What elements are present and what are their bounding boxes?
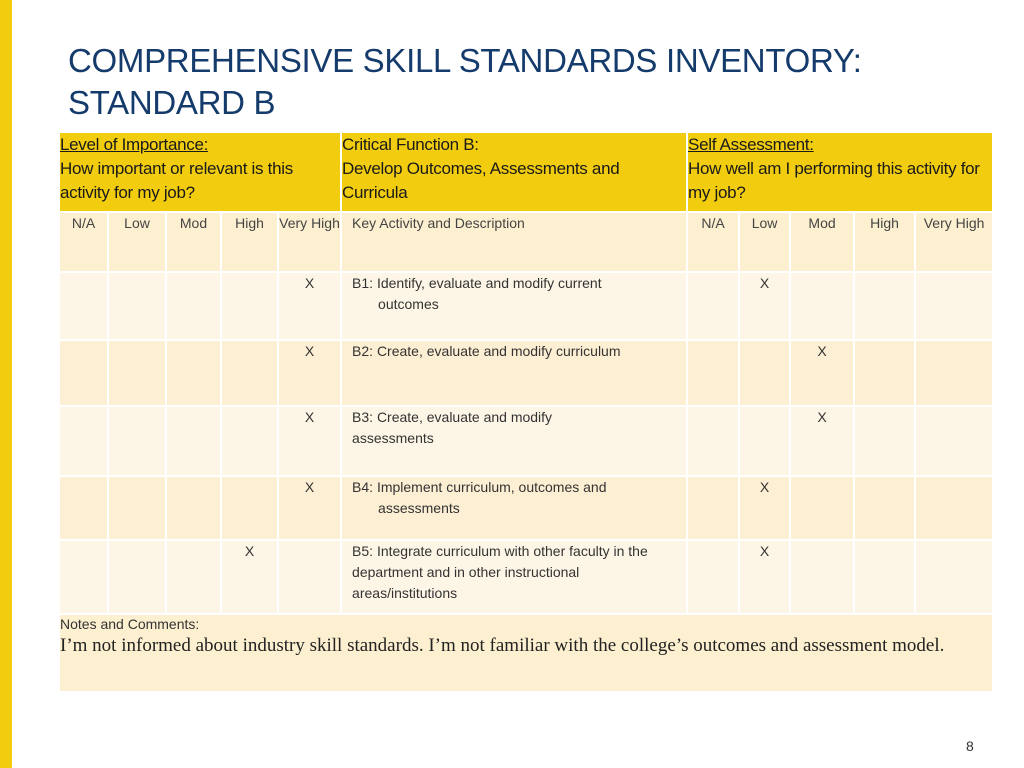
- activity-text: B5: Integrate curriculum with other faculty in the department and in other instructional areas/institutions: [352, 543, 648, 601]
- activity-cell: [341, 540, 687, 614]
- assessment-cell: [915, 540, 993, 614]
- activity-text: B1: Identify, evaluate and modify current: [352, 275, 602, 291]
- importance-cell: X: [278, 272, 341, 340]
- importance-cell: X: [221, 540, 278, 614]
- importance-cell: [59, 406, 108, 476]
- activity-text-cont: assessments: [378, 500, 460, 516]
- assessment-cell: X: [739, 476, 790, 540]
- column-header-row: [59, 212, 993, 272]
- importance-cell: [108, 340, 166, 406]
- col-assessment-na: N/A: [687, 212, 739, 272]
- col-importance-na: N/A: [59, 212, 108, 272]
- col-assessment-high: High: [854, 212, 915, 272]
- importance-cell: [221, 340, 278, 406]
- notes-label: Notes and Comments:: [60, 616, 200, 632]
- table-row: [59, 406, 993, 476]
- activity-cell: [341, 406, 687, 476]
- assessment-cell: [739, 340, 790, 406]
- table-row: [59, 540, 993, 614]
- importance-cell: X: [278, 476, 341, 540]
- assessment-header-question: How well am I performing this activity for my job?: [688, 159, 980, 202]
- assessment-cell: [687, 340, 739, 406]
- importance-cell: [166, 476, 221, 540]
- table-row: [59, 340, 993, 406]
- assessment-cell: [854, 540, 915, 614]
- importance-cell: X: [278, 406, 341, 476]
- importance-header-question: How important or relevant is this activity for my job?: [60, 159, 293, 202]
- assessment-header-title: Self Assessment:: [688, 135, 814, 154]
- importance-cell: [59, 476, 108, 540]
- assessment-cell: [854, 406, 915, 476]
- importance-cell: [221, 406, 278, 476]
- header-row: [59, 132, 993, 212]
- activity-cell: [341, 272, 687, 340]
- importance-cell: X: [278, 340, 341, 406]
- assessment-cell: [790, 540, 854, 614]
- col-assessment-very-high: Very High: [915, 212, 993, 272]
- importance-cell: [59, 272, 108, 340]
- col-assessment-low: Low: [739, 212, 790, 272]
- table-row: [59, 476, 993, 540]
- importance-cell: [166, 406, 221, 476]
- assessment-cell: [739, 406, 790, 476]
- slide-title: COMPREHENSIVE SKILL STANDARDS INVENTORY: STANDARD B: [68, 42, 862, 121]
- col-assessment-mod: Mod: [790, 212, 854, 272]
- function-header-title: Critical Function B:: [342, 135, 479, 154]
- assessment-header: [687, 132, 993, 212]
- importance-cell: [108, 272, 166, 340]
- importance-header: [59, 132, 341, 212]
- assessment-cell: [687, 476, 739, 540]
- importance-header-title: Level of Importance:: [60, 135, 209, 154]
- importance-cell: [108, 476, 166, 540]
- activity-text: B2: Create, evaluate and modify curriculum: [352, 343, 621, 359]
- assessment-cell: [915, 340, 993, 406]
- assessment-cell: X: [790, 406, 854, 476]
- assessment-cell: [915, 406, 993, 476]
- importance-cell: [108, 406, 166, 476]
- importance-cell: [221, 476, 278, 540]
- notes-cell: [59, 614, 993, 692]
- assessment-cell: [790, 272, 854, 340]
- notes-text: I’m not informed about industry skill standards. I’m not familiar with the college’s outcomes and assessment model.: [60, 635, 945, 656]
- col-importance-low: Low: [108, 212, 166, 272]
- importance-cell: [221, 272, 278, 340]
- importance-cell: [278, 540, 341, 614]
- col-importance-high: High: [221, 212, 278, 272]
- activity-text-cont: outcomes: [378, 296, 439, 312]
- assessment-cell: X: [739, 272, 790, 340]
- activity-text: B3: Create, evaluate and modify assessments: [352, 409, 553, 446]
- col-importance-mod: Mod: [166, 212, 221, 272]
- inventory-table: [58, 131, 994, 693]
- activity-cell: [341, 476, 687, 540]
- importance-cell: [108, 540, 166, 614]
- assessment-cell: [915, 272, 993, 340]
- accent-bar: [0, 0, 12, 768]
- assessment-cell: [790, 476, 854, 540]
- activity-cell: [341, 340, 687, 406]
- function-header: [341, 132, 687, 212]
- assessment-cell: [687, 272, 739, 340]
- assessment-cell: [854, 340, 915, 406]
- col-importance-very-high: Very High: [278, 212, 341, 272]
- col-activity: Key Activity and Description: [341, 212, 687, 272]
- importance-cell: [59, 340, 108, 406]
- assessment-cell: [854, 272, 915, 340]
- activity-text: B4: Implement curriculum, outcomes and: [352, 479, 607, 495]
- assessment-cell: X: [790, 340, 854, 406]
- importance-cell: [59, 540, 108, 614]
- importance-cell: [166, 340, 221, 406]
- notes-row: [59, 614, 993, 692]
- assessment-cell: [687, 540, 739, 614]
- function-header-description: Develop Outcomes, Assessments and Curricula: [342, 159, 620, 202]
- page-number: 8: [966, 738, 974, 754]
- table-row: [59, 272, 993, 340]
- assessment-cell: X: [739, 540, 790, 614]
- importance-cell: [166, 540, 221, 614]
- assessment-cell: [854, 476, 915, 540]
- assessment-cell: [687, 406, 739, 476]
- assessment-cell: [915, 476, 993, 540]
- importance-cell: [166, 272, 221, 340]
